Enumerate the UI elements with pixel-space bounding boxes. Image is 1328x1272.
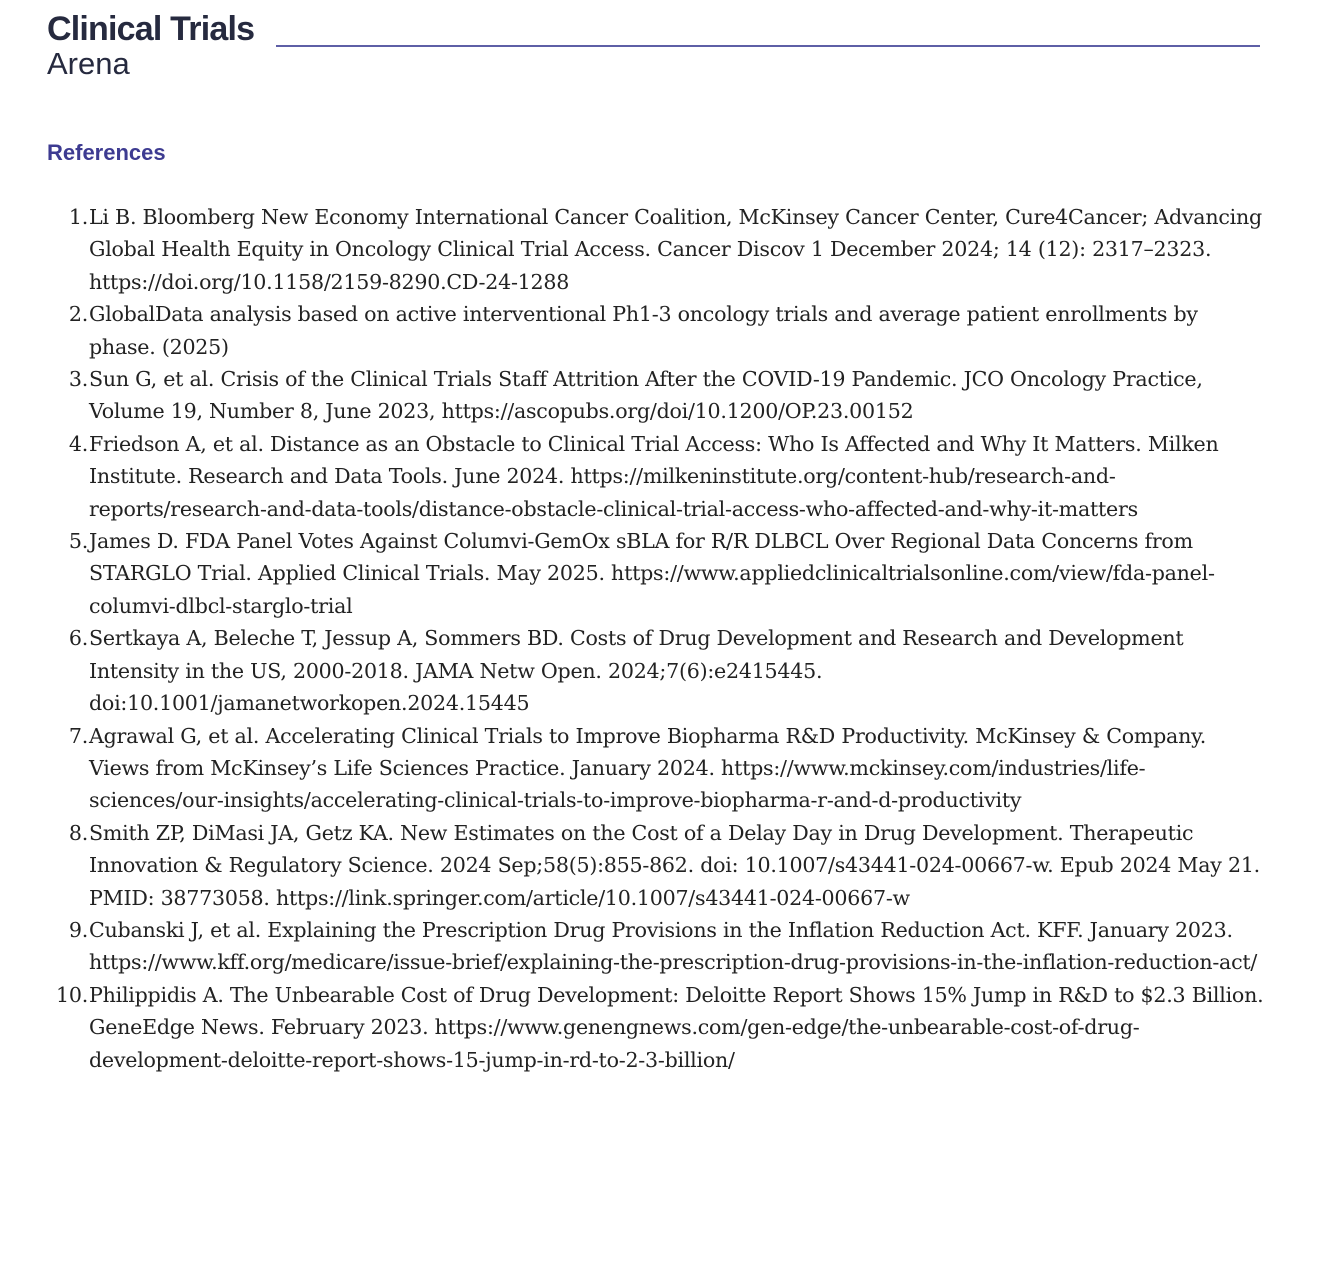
reference-text: Cubanski J, et al. Explaining the Prescription Drug Provisions in the Inflation Reduction Act. KFF. January 2023. https://www.kff.org/medicare/issue-brief/explaining-the-prescription-drug-provisions-in-the-inflation-reduction-act/ xyxy=(89,917,1258,975)
reference-number: 6. xyxy=(68,626,88,651)
reference-number: 5. xyxy=(68,529,88,554)
reference-number: 9. xyxy=(68,917,88,942)
reference-item-5 xyxy=(55,525,1265,622)
reference-text: James D. FDA Panel Votes Against Columvi-GemOx sBLA for R/R DLBCL Over Regional Data Concerns from STARGLO Trial. Applied Clinical Trials. May 2025. https://www.appliedclinicaltrialsonline.com/view/fda-panel-columvi-dlbcl-starglo-trial xyxy=(89,529,1215,618)
reference-item-10 xyxy=(55,979,1265,1076)
reference-text: Sertkaya A, Beleche T, Jessup A, Sommers BD. Costs of Drug Development and Research and Development Intensity in the US, 2000-2018. JAMA Netw Open. 2024;7(6):e2415445. doi:10.1001/jamanetworkopen.2024.15445 xyxy=(89,626,1184,716)
references-list xyxy=(55,201,1265,1076)
reference-number: 10. xyxy=(55,982,88,1007)
reference-item-1 xyxy=(55,201,1265,298)
reference-item-7 xyxy=(55,720,1265,817)
reference-text: Smith ZP, DiMasi JA, Getz KA. New Estimates on the Cost of a Delay Day in Drug Development. Therapeutic Innovation & Regulatory Science. 2024 Sep;58(5):855-862. doi: 10.1007/s43441-024-00667-w. Epub 2024 May 21. PMID: 38773058. https://link.springer.com/article/10.1007/s43441-024-00667-w xyxy=(89,820,1260,910)
reference-text: Li B. Bloomberg New Economy International Cancer Coalition, McKinsey Cancer Center, Cure4Cancer; Advancing Global Health Equity in Oncology Clinical Trial Access. Cancer Discov 1 December 2024; 14 (12): 2317–2323. https://doi.org/10.1158/2159-8290.CD-24-1288 xyxy=(89,205,1262,294)
reference-text: GlobalData analysis based on active interventional Ph1-3 oncology trials and average patient enrollments by phase. (2025) xyxy=(89,302,1198,359)
reference-number: 2. xyxy=(68,302,88,327)
header-divider xyxy=(276,45,1260,47)
reference-number: 3. xyxy=(68,367,88,392)
reference-item-2 xyxy=(55,298,1265,363)
page-header xyxy=(47,12,1260,87)
brand-logo-line2: Arena xyxy=(47,46,130,81)
brand-logo-line1: Clinical Trials xyxy=(47,10,255,48)
reference-text: Friedson A, et al. Distance as an Obstacle to Clinical Trial Access: Who Is Affected and Why It Matters. Milken Institute. Research and Data Tools. June 2024. https://milkeninstitute.org/content-hub/research-and-reports/research-and-data-tools/distance-obstacle-clinical-trial-access-who-affected-and-why-it-matters xyxy=(89,431,1219,521)
reference-number: 4. xyxy=(68,431,88,456)
reference-number: 1. xyxy=(68,205,88,229)
references-heading: References xyxy=(47,140,166,165)
reference-item-8 xyxy=(55,817,1265,914)
reference-text: Sun G, et al. Crisis of the Clinical Trials Staff Attrition After the COVID-19 Pandemic. JCO Oncology Practice, Volume 19, Number 8, June 2023, https://ascopubs.org/doi/10.1200/OP.23.00152 xyxy=(89,367,1203,424)
reference-item-9 xyxy=(55,914,1265,979)
reference-number: 7. xyxy=(68,723,88,748)
reference-item-6 xyxy=(55,622,1265,719)
reference-number: 8. xyxy=(68,820,88,845)
reference-item-3 xyxy=(55,363,1265,428)
reference-item-4 xyxy=(55,428,1265,525)
reference-text: Philippidis A. The Unbearable Cost of Drug Development: Deloitte Report Shows 15% Jump in R&D to $2.3 Billion. GeneEdge News. February 2023. https://www.genengnews.com/gen-edge/the-unbearable-cost-of-drug-development-deloitte-report-shows-15-jump-in-rd-to-2-3-billion/ xyxy=(89,982,1264,1072)
brand-logo xyxy=(47,12,254,79)
reference-text: Agrawal G, et al. Accelerating Clinical Trials to Improve Biopharma R&D Productivity. McKinsey & Company. Views from McKinsey’s Life Sciences Practice. January 2024. https://www.mckinsey.com/industries/life-sciences/our-insights/accelerating-clinical-trials-to-improve-biopharma-r-and-d-productivity xyxy=(89,723,1207,813)
